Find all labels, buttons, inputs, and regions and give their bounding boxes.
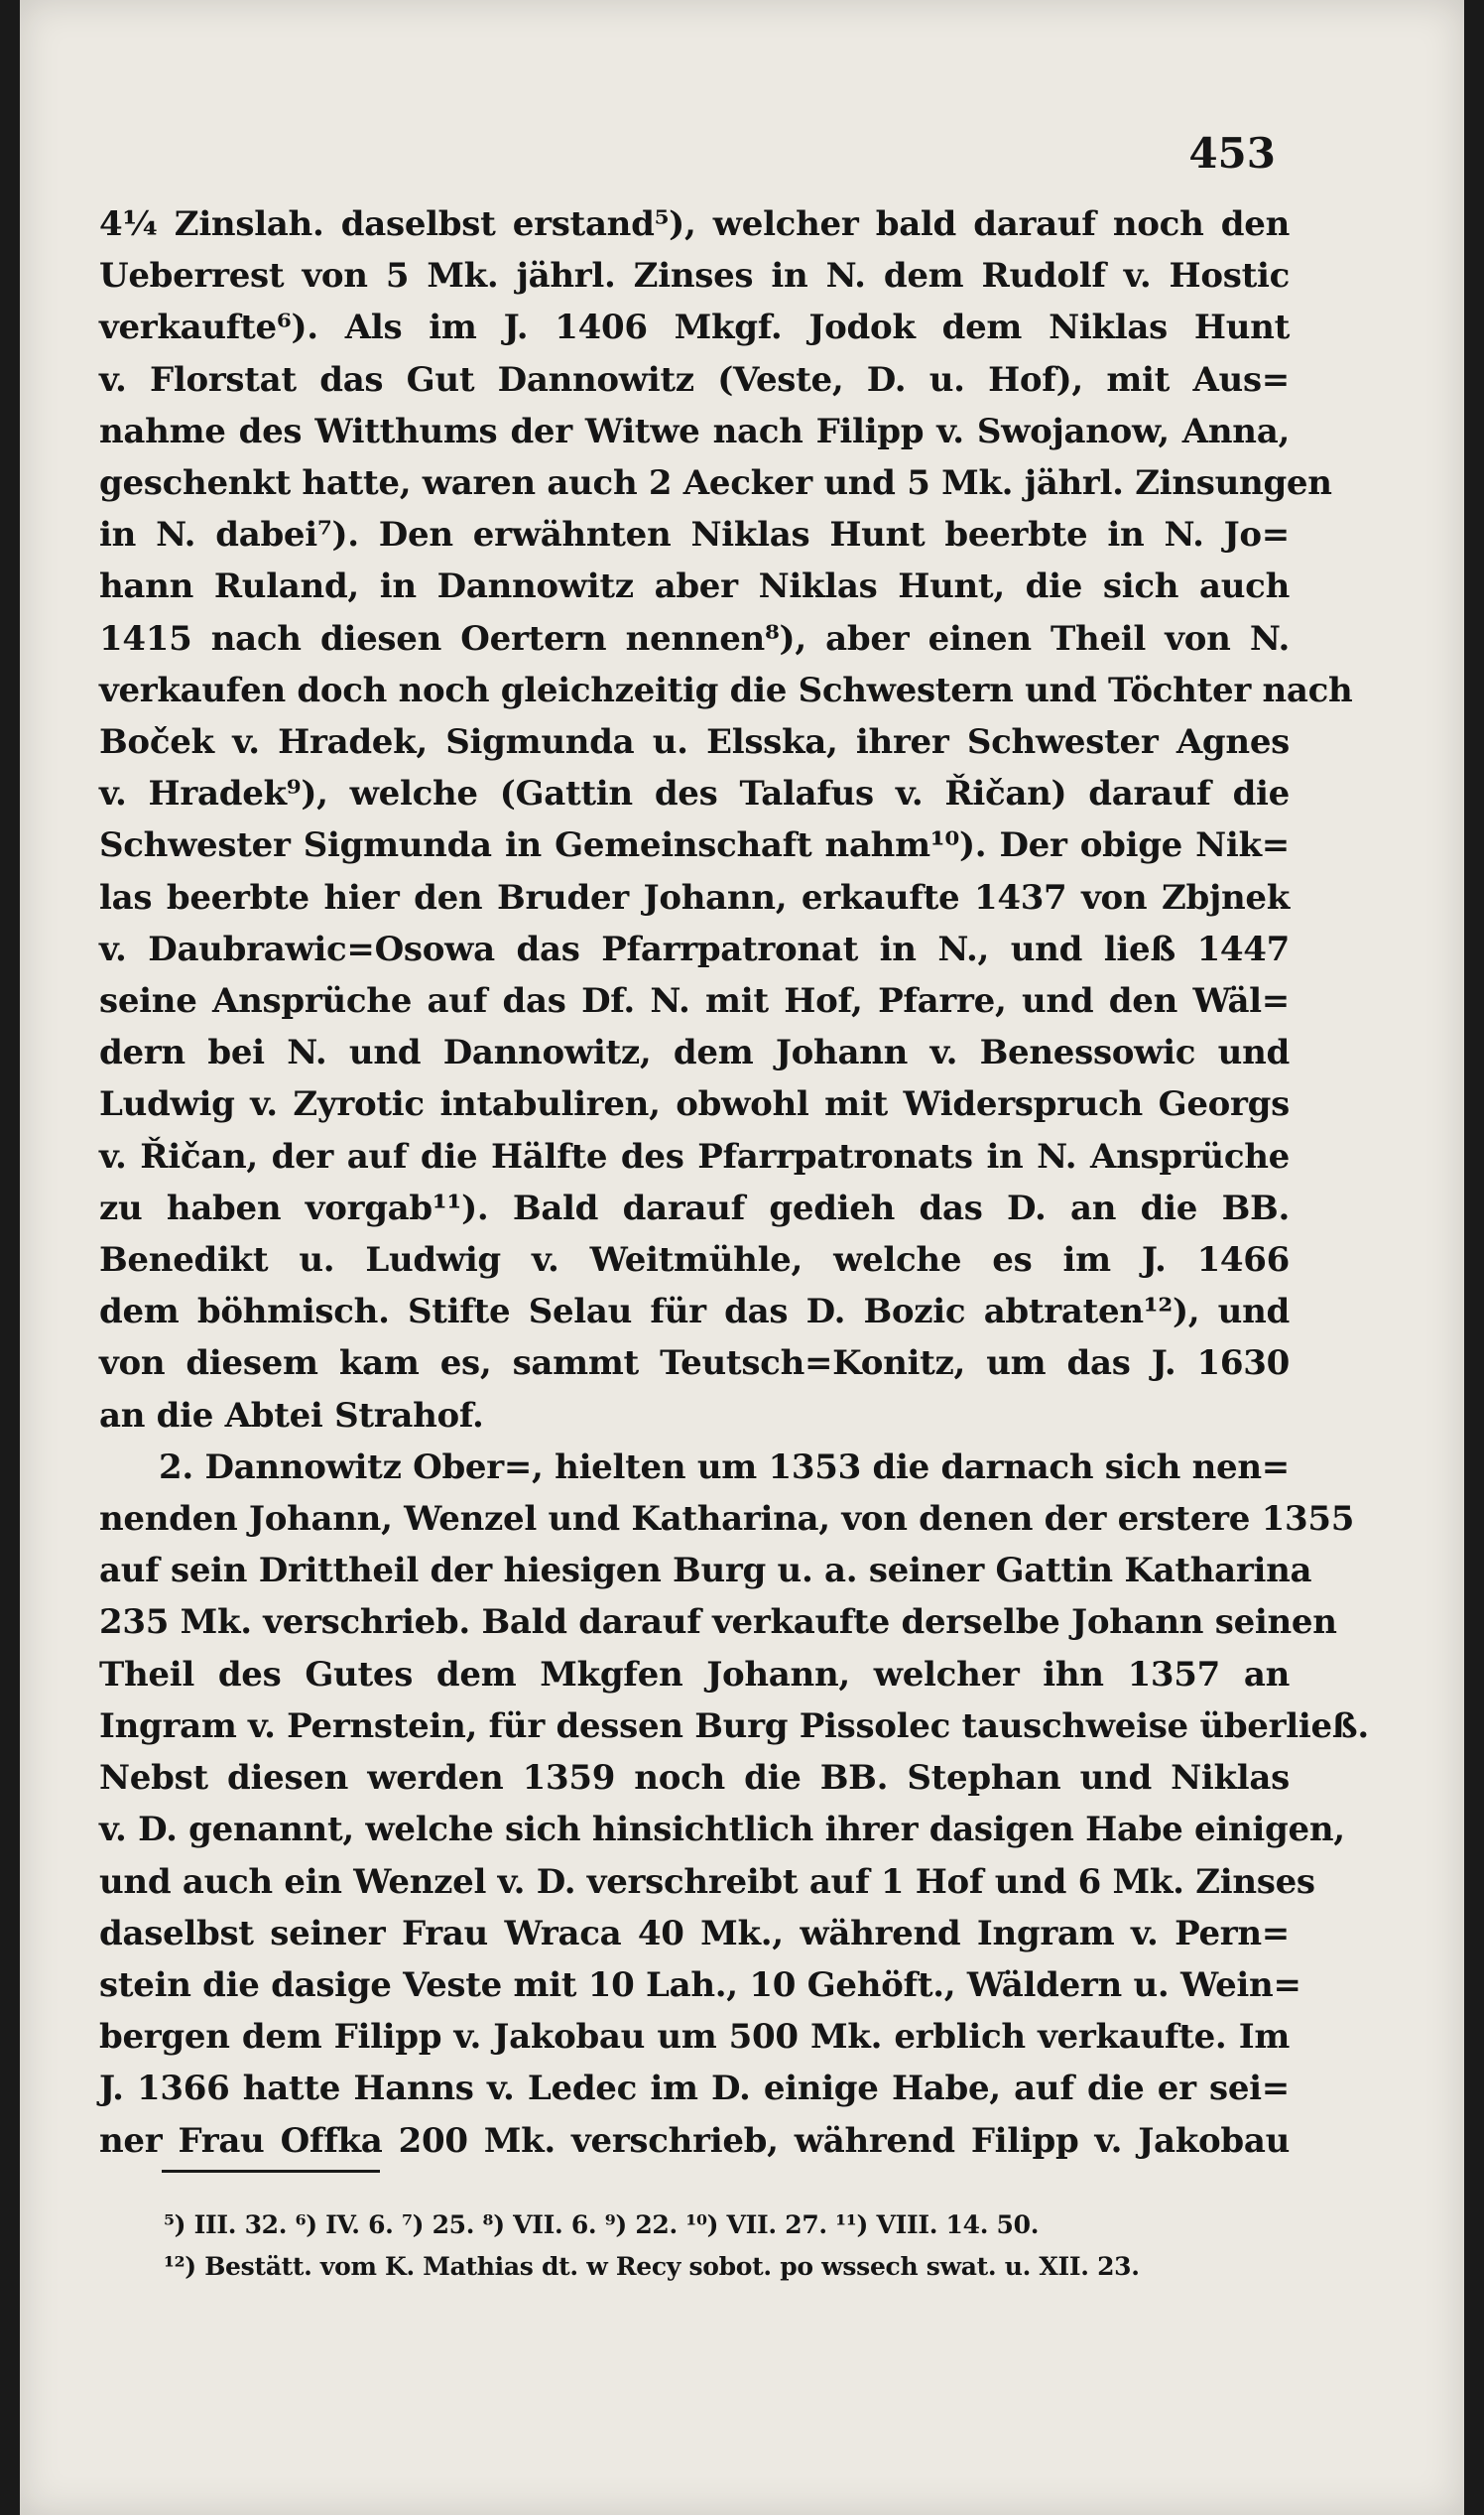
- text-line: nahme des Witthums der Witwe nach Filipp v. Swojanow, Anna,: [99, 411, 1290, 451]
- text-line: v. Daubrawic=Osowa das Pfarrpatronat in N., und ließ 1447: [99, 929, 1290, 969]
- text-line: dem böhmisch. Stifte Selau für das D. Bozic abtraten¹²), und: [99, 1292, 1290, 1332]
- text-line: v. Řičan, der auf die Hälfte des Pfarrpatronats in N. Ansprüche: [99, 1136, 1290, 1177]
- text-line: 1415 nach diesen Oertern nennen⁸), aber einen Theil von N.: [99, 618, 1290, 659]
- text-line: dern bei N. und Dannowitz, dem Johann v. Benessowic und: [99, 1033, 1290, 1073]
- text-line: 235 Mk. verschrieb. Bald darauf verkaufte derselbe Johann seinen: [99, 1602, 1337, 1643]
- text-line: Ueberrest von 5 Mk. jährl. Zinses in N. dem Rudolf v. Hostic: [99, 256, 1290, 297]
- text-line: zu haben vorgab¹¹). Bald darauf gedieh das D. an die BB.: [99, 1188, 1290, 1228]
- page-number: 453: [1188, 129, 1276, 178]
- text-line: von diesem kam es, sammt Teutsch=Konitz, um das J. 1630: [99, 1343, 1290, 1384]
- footnote-line: ¹²) Bestätt. vom K. Mathias dt. w Recy sobot. po wssech swat. u. XII. 23.: [164, 2252, 1140, 2281]
- text-line: daselbst seiner Frau Wraca 40 Mk., während Ingram v. Pern=: [99, 1913, 1290, 1953]
- text-line: v. D. genannt, welche sich hinsichtlich ihrer dasigen Habe einigen,: [99, 1810, 1345, 1850]
- text-line: 4¼ Zinslah. daselbst erstand⁵), welcher bald darauf noch den: [99, 204, 1290, 244]
- text-line: hann Ruland, in Dannowitz aber Niklas Hunt, die sich auch: [99, 566, 1290, 607]
- footnote-divider: [162, 2170, 380, 2173]
- text-line: Ingram v. Pernstein, für dessen Burg Pissolec tauschweise überließ.: [99, 1705, 1369, 1746]
- section-heading-line: 2. Dannowitz Ober=, hielten um 1353 die darnach sich nen=: [159, 1446, 1290, 1487]
- text-line: Nebst diesen werden 1359 noch die BB. Stephan und Niklas: [99, 1758, 1290, 1799]
- text-line: ner Frau Offka 200 Mk. verschrieb, während Filipp v. Jakobau: [99, 2120, 1290, 2161]
- text-line: Theil des Gutes dem Mkgfen Johann, welcher ihn 1357 an: [99, 1654, 1290, 1695]
- text-line: Ludwig v. Zyrotic intabuliren, obwohl mit Widerspruch Georgs: [99, 1084, 1290, 1125]
- text-line: Benedikt u. Ludwig v. Weitmühle, welche es im J. 1466: [99, 1240, 1290, 1281]
- text-line: bergen dem Filipp v. Jakobau um 500 Mk. erblich verkaufte. Im: [99, 2017, 1290, 2058]
- text-line: stein die dasige Veste mit 10 Lah., 10 Gehöft., Wäldern u. Wein=: [99, 1964, 1301, 2005]
- text-line: und auch ein Wenzel v. D. verschreibt auf 1 Hof und 6 Mk. Zinses: [99, 1861, 1315, 1902]
- text-line: verkaufen doch noch gleichzeitig die Schwestern und Töchter nach: [99, 670, 1353, 710]
- book-page: [20, 0, 1464, 2515]
- text-line: J. 1366 hatte Hanns v. Ledec im D. einige Habe, auf die er sei=: [99, 2069, 1290, 2109]
- text-line: verkaufte⁶). Als im J. 1406 Mkgf. Jodok dem Niklas Hunt: [99, 308, 1290, 348]
- text-line: seine Ansprüche auf das Df. N. mit Hof, Pfarre, und den Wäl=: [99, 981, 1290, 1022]
- footnote-line: ⁵) III. 32. ⁶) IV. 6. ⁷) 25. ⁸) VII. 6. ⁹) 22. ¹⁰) VII. 27. ¹¹) VIII. 14. 50.: [164, 2210, 1040, 2239]
- text-line: an die Abtei Strahof.: [99, 1395, 484, 1436]
- text-line: nenden Johann, Wenzel und Katharina, von denen der erstere 1355: [99, 1499, 1355, 1540]
- body-text: [99, 198, 1369, 2167]
- text-line: v. Hradek⁹), welche (Gattin des Talafus v. Řičan) darauf die: [99, 774, 1290, 815]
- text-line: Boček v. Hradek, Sigmunda u. Elsska, ihrer Schwester Agnes: [99, 722, 1290, 763]
- text-line: Schwester Sigmunda in Gemeinschaft nahm¹⁰). Der obige Nik=: [99, 825, 1290, 866]
- footnotes: [164, 2204, 1290, 2288]
- text-line: las beerbte hier den Bruder Johann, erkaufte 1437 von Zbjnek: [99, 877, 1290, 918]
- text-line: auf sein Drittheil der hiesigen Burg u. a. seiner Gattin Katharina: [99, 1551, 1312, 1591]
- text-line: geschenkt hatte, waren auch 2 Aecker und 5 Mk. jährl. Zinsungen: [99, 463, 1332, 504]
- text-line: v. Florstat das Gut Dannowitz (Veste, D. u. Hof), mit Aus=: [99, 359, 1290, 400]
- text-line: in N. dabei⁷). Den erwähnten Niklas Hunt beerbte in N. Jo=: [99, 515, 1290, 556]
